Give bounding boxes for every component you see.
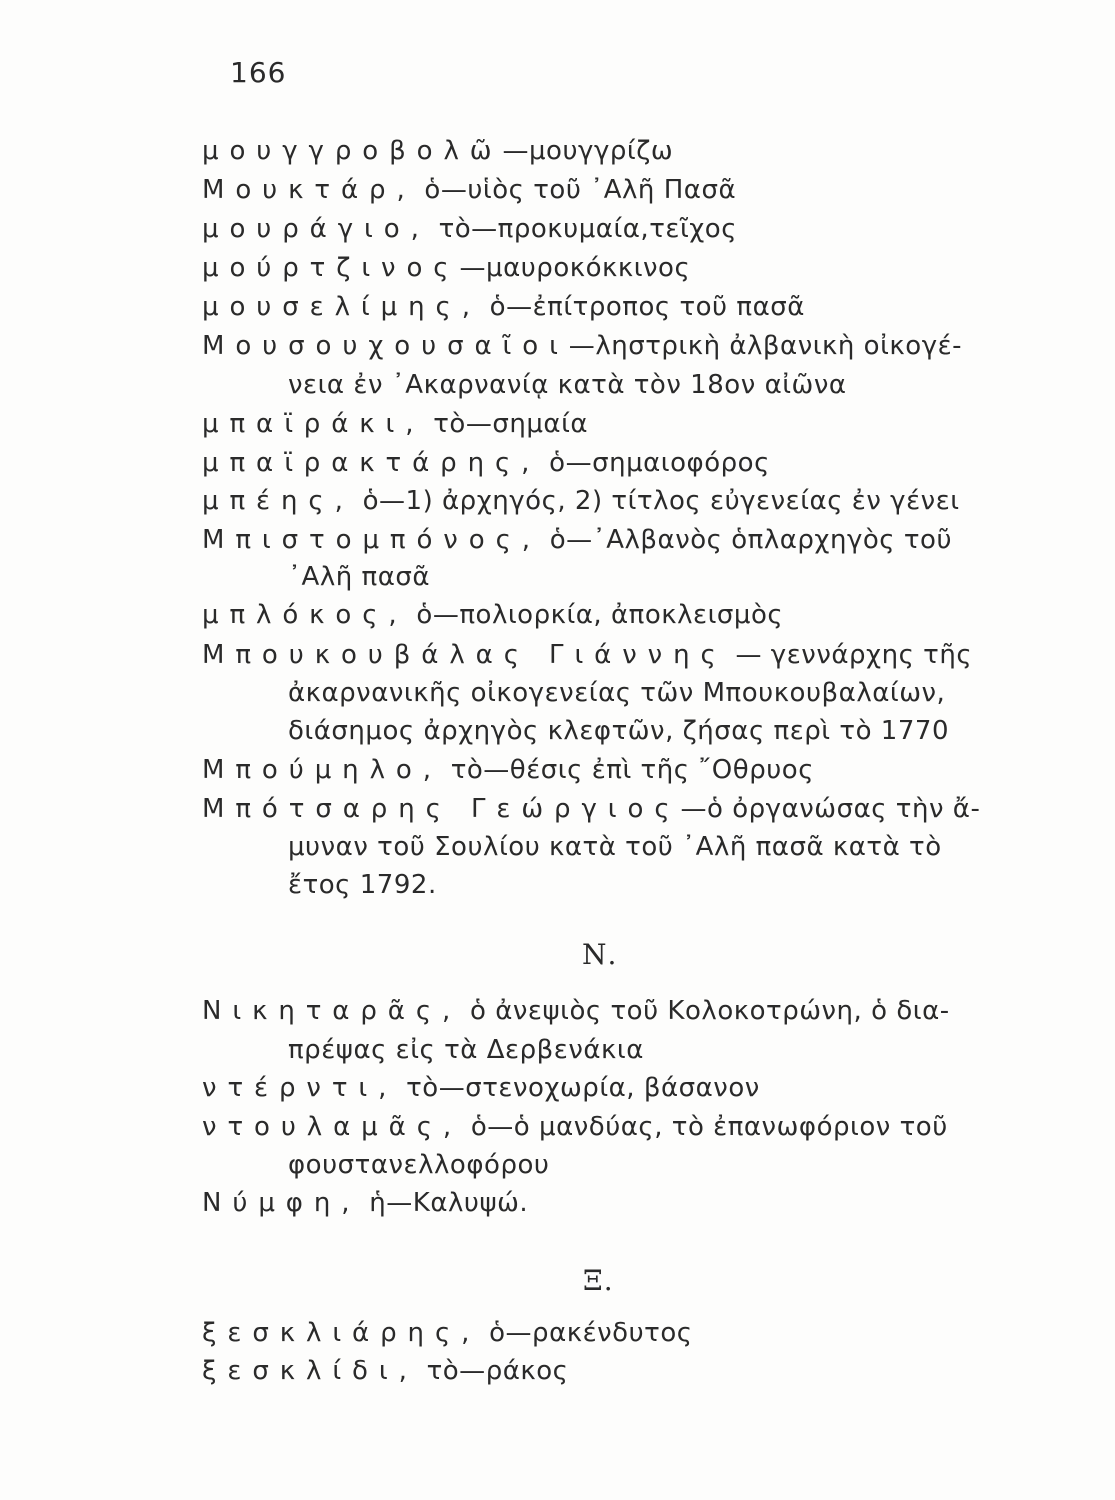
entry-definition: τὸ—ράκος <box>417 1356 569 1386</box>
entry-continuation <box>288 680 945 706</box>
entry-headword: Μπούμηλο, <box>202 755 442 785</box>
entry-line <box>202 796 980 822</box>
entry-definition: ἔτος 1792. <box>288 870 437 900</box>
entry-line <box>202 216 737 242</box>
entry-definition: ὁ—πολιορκία, ἀποκλεισμὸς <box>407 600 784 630</box>
entry-headword: Νύμφη, <box>202 1188 361 1218</box>
entry-definition: —ὁ ὀργανώσας τὴν ἄ- <box>680 794 981 824</box>
entry-headword: Μουκτάρ, <box>202 175 416 205</box>
entry-definition: —μουγγρίζω <box>502 136 674 166</box>
entry-continuation <box>288 718 949 744</box>
entry-continuation <box>288 872 437 898</box>
entry-headword: μούρτζινος <box>202 253 460 283</box>
entry-headword: Μπότσαρης Γεώργιος <box>202 794 681 824</box>
entry-definition: ἡ—Καλυψώ. <box>360 1188 529 1218</box>
entry-definition: ἀκαρνανικῆς οἰκογενείας τῶν Μπουκουβαλαίων, <box>288 678 946 708</box>
entry-definition: φουστανελλοφόρου <box>288 1150 550 1180</box>
entry-line <box>202 1114 948 1140</box>
entry-headword: μπέης, <box>202 486 354 516</box>
entry-continuation <box>288 564 430 590</box>
entry-headword: Μπουκουβάλας Γιάννης <box>202 640 727 670</box>
entry-definition: ὁ—᾿Αλβανὸς ὁπλαρχηγὸς τοῦ <box>540 525 953 555</box>
entry-definition: ὁ—σημαιοφόρος <box>540 448 770 478</box>
entry-line <box>202 602 783 628</box>
entry-headword: μπλόκος, <box>202 600 408 630</box>
entry-headword: Νικηταρᾶς, <box>202 996 462 1026</box>
entry-line <box>202 255 690 281</box>
entry-definition: μυναν τοῦ Σουλίου κατὰ τοῦ ᾿Αλῆ πασᾶ κατὰ τὸ <box>288 832 942 862</box>
entry-line <box>202 411 588 437</box>
entry-headword: μπαϊράκι, <box>202 409 425 439</box>
entry-definition: —μαυροκόκκινος <box>459 253 691 283</box>
entry-definition: τὸ—προκυμαία,τεῖχος <box>429 214 738 244</box>
entry-line <box>202 450 770 476</box>
entry-headword: μουσελίμης, <box>202 292 481 322</box>
entry-headword: μουράγιο, <box>202 214 430 244</box>
entry-line <box>202 177 736 203</box>
entry-headword: ξεσκλίδι, <box>202 1356 418 1386</box>
entry-line <box>202 998 950 1024</box>
entry-headword: μουγγροβολῶ <box>202 136 503 166</box>
entry-definition: διάσημος ἀρχηγὸς κλεφτῶν, ζήσας περὶ τὸ 1770 <box>288 716 950 746</box>
entry-headword: ντουλαμᾶς, <box>202 1112 463 1142</box>
entry-definition: νεια ἐν ᾿Ακαρνανίᾳ κατὰ τὸν 18ον αἰῶνα <box>288 370 847 400</box>
entry-headword: ντέρντι, <box>202 1073 398 1103</box>
entry-line <box>202 527 952 553</box>
entry-line <box>202 294 805 320</box>
entry-definition: ὁ—ρακένδυτος <box>480 1318 693 1348</box>
section-heading-n: Ν. <box>582 938 618 971</box>
entry-headword: ξεσκλιάρης, <box>202 1318 481 1348</box>
entry-line <box>202 1320 693 1346</box>
entry-line <box>202 642 972 668</box>
entry-headword: Μπιστομπόνος, <box>202 525 541 555</box>
entry-continuation <box>288 1152 549 1178</box>
entry-definition: ὁ—1) ἀρχηγός, 2) τίτλος εὐγενείας ἐν γένει <box>353 486 960 516</box>
entry-definition: — γεννάρχης τῆς <box>726 640 973 670</box>
entry-line <box>202 488 960 514</box>
entry-line <box>202 333 962 359</box>
entry-continuation <box>288 834 942 860</box>
entry-definition: τὸ—θέσις ἐπὶ τῆς ῎Οθρυος <box>441 755 815 785</box>
entry-line <box>202 138 673 164</box>
entry-line <box>202 1358 568 1384</box>
section-heading-xi: Ξ. <box>583 1264 614 1297</box>
entry-definition: —ληστρικὴ ἀλβανικὴ οἰκογέ- <box>568 331 963 361</box>
entry-definition: ᾿Αλῆ πασᾶ <box>288 562 431 592</box>
entry-headword: Μουσουχουσαῖοι <box>202 331 569 361</box>
entry-continuation <box>288 372 847 398</box>
entry-definition: ὁ—ὁ μανδύας, τὸ ἐπανωφόριον τοῦ <box>462 1112 948 1142</box>
entry-definition: τὸ—στενοχωρία, βάσανον <box>397 1073 760 1103</box>
entry-continuation <box>288 1037 644 1063</box>
entry-line <box>202 1190 528 1216</box>
entry-line <box>202 1075 760 1101</box>
entry-definition: τὸ—σημαία <box>424 409 589 439</box>
entry-line <box>202 757 814 783</box>
entry-definition: ὁ—ἐπίτροπος τοῦ πασᾶ <box>480 292 805 322</box>
entry-headword: μπαϊρακτάρης, <box>202 448 541 478</box>
entry-definition: πρέψας εἰς τὰ Δερβενάκια <box>288 1035 644 1065</box>
entry-definition: ὁ ἀνεψιὸς τοῦ Κολοκοτρώνη, ὁ δια- <box>461 996 950 1026</box>
entry-definition: ὁ—υἱὸς τοῦ ᾿Αλῆ Πασᾶ <box>415 175 737 205</box>
page-number: 166 <box>230 56 287 89</box>
